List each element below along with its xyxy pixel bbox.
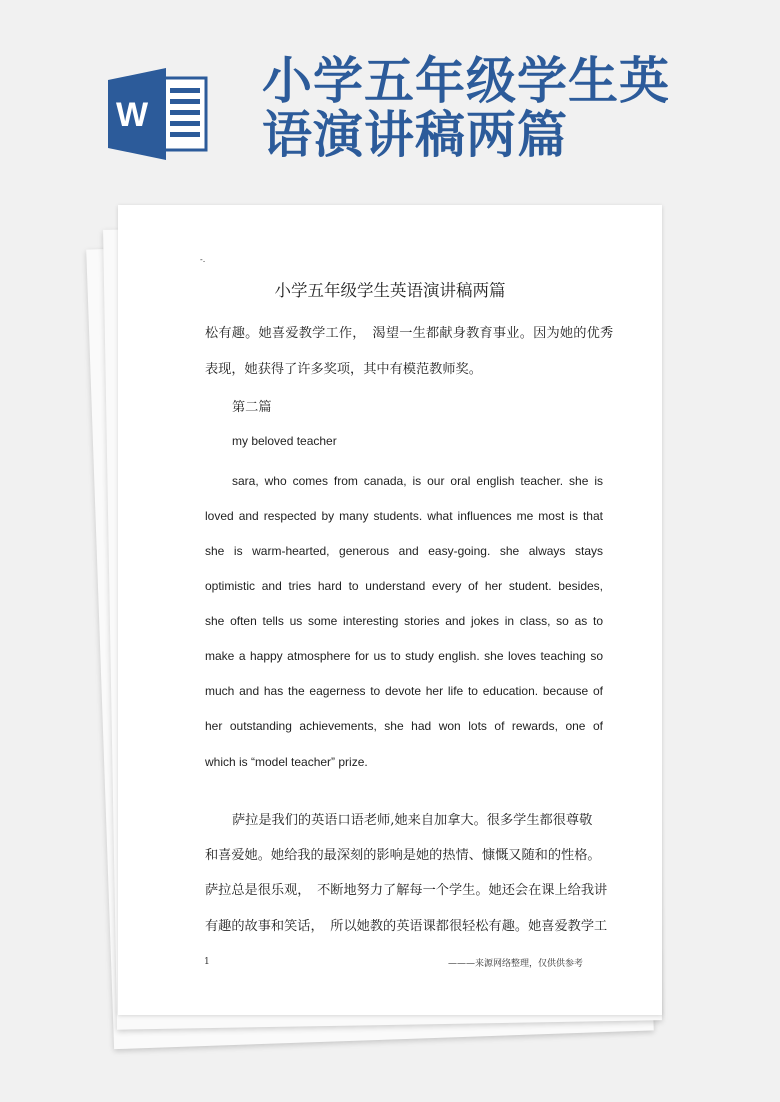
section-heading: 第二篇	[232, 400, 272, 415]
paragraph-line: sara, who comes from canada, is our oral english teacher. she is	[232, 474, 603, 488]
page-mark: -.	[200, 255, 206, 264]
paragraph-line: loved and respected by many students. what influences me most is that	[205, 509, 603, 523]
paragraph-line: 萨拉是我们的英语口语老师,她来自加拿大。很多学生都很尊敬	[232, 813, 593, 828]
paragraph-line: her outstanding achievements, she had won lots of rewards, one of	[205, 719, 603, 733]
paragraph-line: optimistic and tries hard to understand every of her student. besides,	[205, 579, 603, 593]
document-title: 小学五年级学生英语演讲稿两篇	[274, 281, 506, 300]
paragraph-line: she is warm-hearted, generous and easy-going. she always stays	[205, 544, 603, 558]
paragraph-line: 松有趣。她喜爱教学工作， 渴望一生都献身教育事业。因为她的优秀	[205, 326, 614, 341]
paragraph-line: she often tells us some interesting stories and jokes in class, so as to	[205, 614, 603, 628]
paragraph-line: 表现，她获得了许多奖项，其中有模范教师奖。	[205, 362, 482, 377]
paragraph-line: 有趣的故事和笑话， 所以她教的英语课都很轻松有趣。她喜爱教学工	[205, 919, 608, 934]
page-footer: ———来源网络整理，仅供供参考	[448, 959, 584, 969]
logo-letter: W	[116, 96, 149, 134]
hero-title: 小学五年级学生英语演讲稿两篇	[262, 51, 670, 164]
paragraph-line: which is “model teacher” prize.	[205, 755, 368, 769]
paragraph-line: much and has the eagerness to devote her life to education. because of	[205, 684, 603, 698]
word-logo-icon	[108, 68, 208, 160]
speech-title: my beloved teacher	[232, 434, 337, 448]
document-page	[118, 205, 662, 1015]
page-number: 1	[204, 957, 210, 967]
paragraph-line: 和喜爱她。她给我的最深刻的影响是她的热情、慷慨又随和的性格。	[205, 848, 601, 863]
paragraph-line: 萨拉总是很乐观， 不断地努力了解每一个学生。她还会在课上给我讲	[205, 883, 608, 898]
paragraph-line: make a happy atmosphere for us to study english. she loves teaching so	[205, 649, 603, 663]
